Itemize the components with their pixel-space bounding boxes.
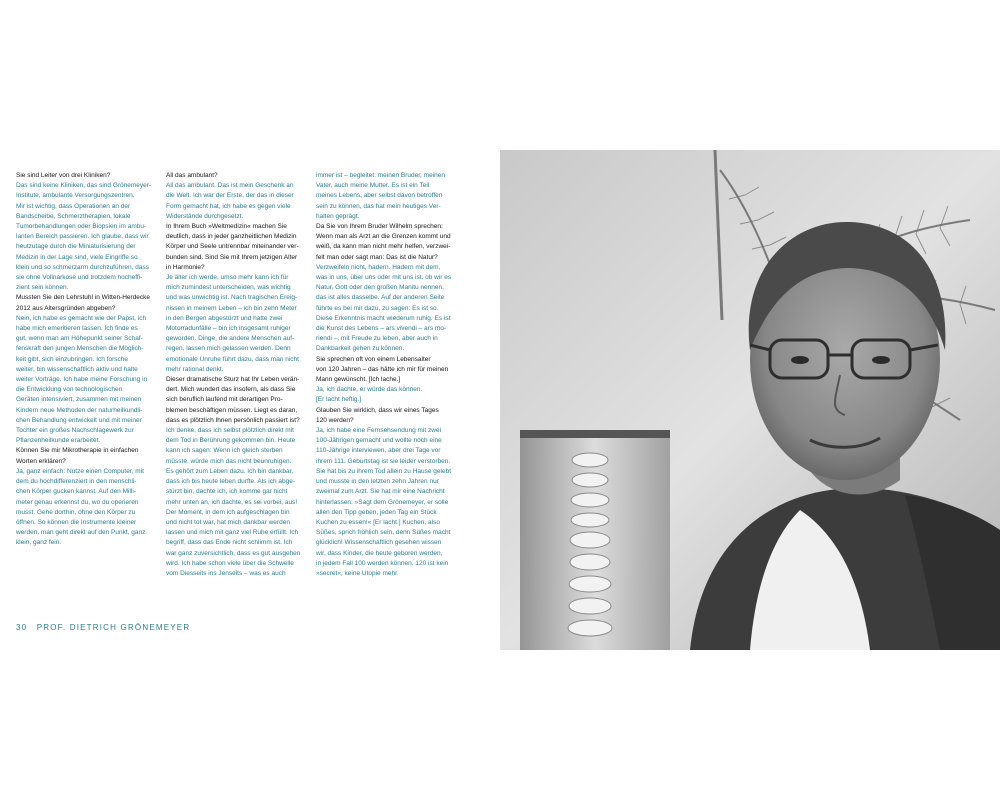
answer: All das ambulant. Das ist mein Geschenk an die Welt. Ich war der Erste, der das in dieser Form gemacht hat, ich habe es gegen viele Widerstände durchgesetzt. (166, 182, 294, 220)
answer: Verzweifeln nicht, hadern. Hadern mit dem, was in uns, über uns oder mit uns ist, ob wir es Natur, Gott oder den großen Manitu nennen, das ist alles dasselbe. Auf der anderen Seite führte es bei mir dazu, zu sagen: Es ist so. Diese Erkenntnis macht wiederum ruhig. Es ist die Kunst des Lebens – ars vivendi – ars mo- riendi –, mit Freude zu leben, aber auch in Dankbarkeit gehen zu können. (316, 263, 452, 353)
answer: Nein, ich habe es gemacht wie der Papst, ich habe mich emeritieren lassen. Ich finde es gut, wenn man am Höhepunkt seiner Schaf- fenskraft den jungen Menschen die Möglich- keit gibt, sich einzubringen. Ich forsche weiter, bin wissenschaftlich aktiv und halte weiter Vorträge. Ich habe meine Forschung in die Entwicklung von technologischen Geräten intensiviert, zusammen mit meinen Kindern neue Methoden der naturheilkundli- chen Behandlung entwickelt und mit meiner Tochter ein großes Nachschlagewerk zur Pflanzenheilkunde erarbeitet. (16, 314, 148, 445)
question: Mussten Sie den Lehrstuhl in Witten-Herdecke 2012 aus Altersgründen abgeben? (16, 294, 151, 312)
question: Da Sie von Ihrem Bruder Wilhelm sprechen: Wenn man als Arzt an die Grenzen kommt und weiß, da kann man nicht mehr helfen, verzwei- felt man oder sagt man: Das ist die Natur? (316, 223, 451, 261)
page-footer (16, 623, 190, 632)
answer: Ich denke, dass ich selbst plötzlich direkt mit dem Tod in Berührung gekommen bin. Heute kann ich sagen: Wenn ich gleich sterben müsste, würde mich das nicht beunruhigen. Es gehört zum Leben dazu. Ich bin dankbar, dass ich bis heute leben durfte. Als ich abge- stürzt bin, dachte ich, ich komme gar nicht mehr unten an, ich dachte, es sei vorbei, aus! Der Moment, in dem ich aufgeschlagen bin und nicht tot war, hat mich dankbar werden lassen und mich mit ganz viel Ruhe erfüllt. Ich begriff, dass das Ende nicht schlimm ist. Ich war ganz zuversichtlich, dass es gut ausgehen wird. Ich habe schon viele über die Schwelle vom Diesseits ins Jenseits – was es auch (166, 427, 301, 577)
answer: Ja, ich habe eine Fernsehsendung mit zwei 100-Jährigen gemacht und wollte noch eine 110-Jährige interviewen, aber drei Tage vor ihrem 111. Geburtstag ist sie leider verstorben. Sie hat bis zu ihrem Tod allein zu Hause gelebt und musste in den letzten zehn Jahren nur zweimal zum Arzt. Sie hat mir eine Nachricht hinterlassen: »Sagt dem Grönemeyer, er solle allen den Tipp geben, jeden Tag ein Stück Kuchen zu essen!« [Er lacht.] Kuchen, also Süßes, sprich fröhlich sein, denn Süßes macht glücklich! Wissenschaftlich gesehen wissen wir, dass Kinder, die heute geboren werden, in jedem Fall 100 werden können. 120 ist kein »secret«, keine Utopie mehr. (316, 427, 452, 577)
question: Dieser dramatische Sturz hat Ihr Leben verän- dert. Mich wundert das insofern, als dass Sie sich beruflich laufend mit derartigen Pro- blemen beschäftigen müssen. Liegt es daran, dass es plötzlich Ihnen persönlich passiert ist? (166, 376, 300, 424)
portrait-photo (500, 150, 1000, 650)
text-column-1 (16, 171, 168, 549)
question: Sie sind Leiter von drei Kliniken? (16, 172, 111, 179)
running-title: PROF. DIETRICH GRÖNEMEYER (36, 623, 191, 632)
text-column-2 (166, 171, 318, 579)
text-column-3 (316, 171, 466, 579)
answer: Ja, ganz einfach: Nutze einen Computer, mit dem du hochdifferenziert in den menschli- chen Körper gucken kannst. Auf den Milli- meter genau erkennst du, wo du operieren musst. Gehe dorthin, ohne den Körper zu öffnen. So können die Instrumente kleiner werden, man geht direkt auf den Punkt, ganz klein, ganz fein. (16, 467, 146, 547)
answer: immer ist – begleitet: meinen Bruder, meinen Vater, auch meine Mutter. Es ist ein Teil meines Lebens, aber selbst davon betroffen sein zu können, das hat mein heutiges Ver- halten geprägt. (316, 172, 445, 220)
question: Glauben Sie wirklich, dass wir eines Tages 120 werden? (316, 406, 439, 424)
question: Sie sprechen oft von einem Lebensalter von 120 Jahren – das hätte ich mir für meinen Mann gewünscht. [Ich lache.] (316, 355, 449, 384)
question: In Ihrem Buch »Weltmedizin« machen Sie deutlich, dass in jeder ganzheitlichen Medizin Körper und Seele untrennbar miteinander ver- bunden sind. Sind Sie mit Ihrem jetzigen Alter in Harmonie? (166, 223, 299, 271)
question: All das ambulant? (166, 172, 218, 179)
answer: Ja, ich dachte, er würde das können. [Er lacht heftig.] (316, 386, 423, 404)
answer: Je älter ich werde, umso mehr kann ich für mich zumindest unterscheiden, was wichtig und was unwichtig ist. Nach tragischen Ereig- nissen in meinem Leben – ich bin zehn Meter in den Bergen abgestürzt und hatte zwei Motorradunfälle – bin ich insgesamt ruhiger geworden. Dinge, die andere Menschen auf- regen, lassen mich gelassen werden. Denn emotionale Unruhe führt dazu, dass man nicht mehr rational denkt. (166, 274, 299, 373)
page-number: 30 (16, 623, 28, 632)
answer: Das sind keine Kliniken, das sind Grönemeyer- Institute, ambulante Versorgungszentren. Mir ist wichtig, dass Operationen an der Bandscheibe, Schmerztherapien, lokale Tumorbehandlungen oder Biopsien im ambu- lanten Bereich passieren. Ich glaube, dass wir heutzutage durch die Miniaturisierung der Medizin in der Lage sind, viele Eingriffe so klein und so schmerzarm durchzuführen, dass sie ohne Vollnarkose und trotzdem hocheffi- zient sein können. (16, 182, 152, 292)
question: Können Sie mir Mikrotherapie in einfachen Worten erklären? (16, 447, 139, 465)
